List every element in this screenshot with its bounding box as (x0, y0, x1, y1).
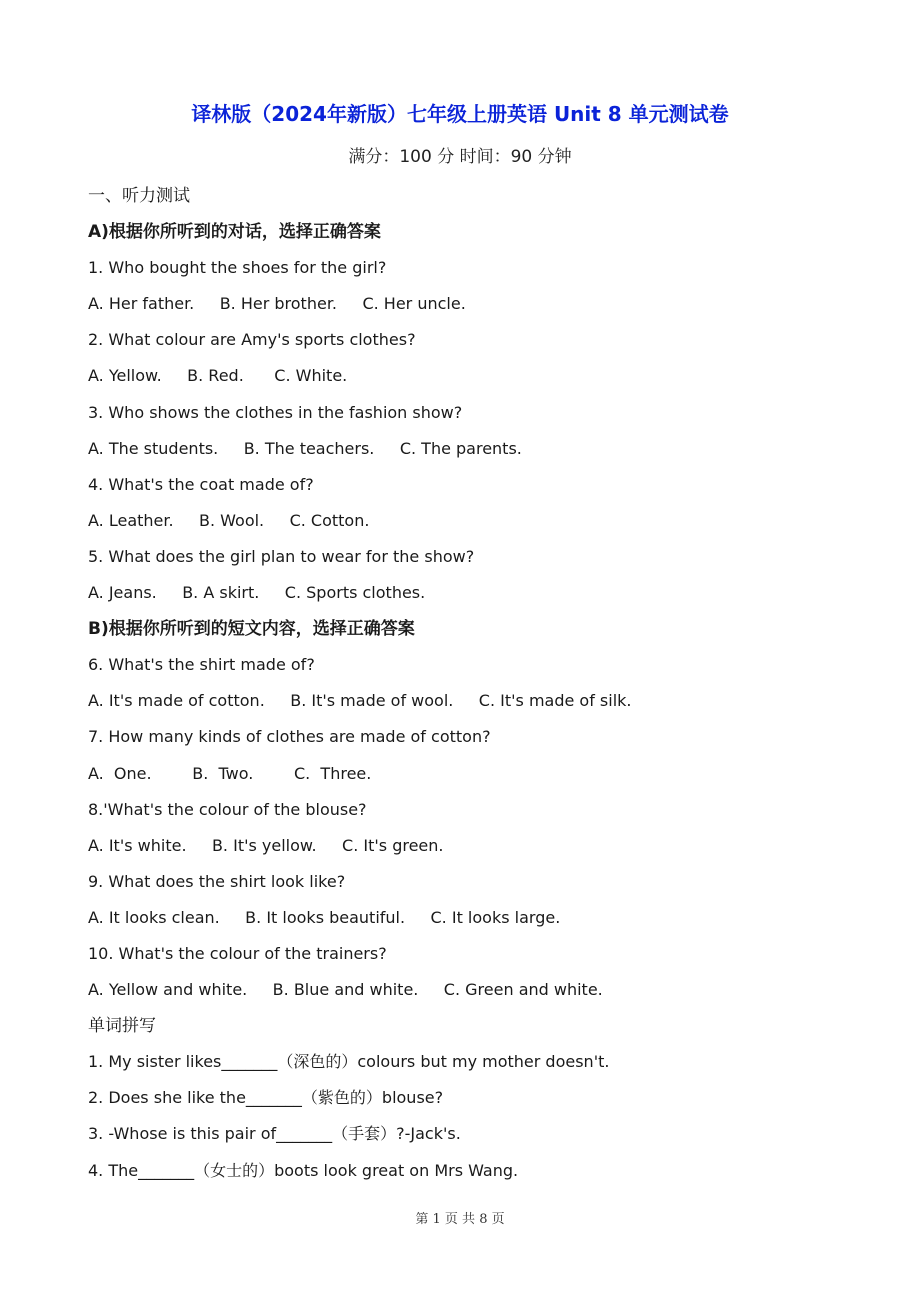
options-1: A. Her father. B. Her brother. C. Her uncle. (88, 294, 466, 314)
question-3: 3. Who shows the clothes in the fashion show? (88, 402, 463, 422)
options-4: A. Leather. B. Wool. C. Cotton. (88, 510, 370, 530)
question-5: 5. What does the girl plan to wear for the show? (88, 546, 475, 566)
options-6: A. It's made of cotton. B. It's made of wool. C. It's made of silk. (88, 691, 632, 711)
question-9: 9. What does the shirt look like? (88, 871, 346, 891)
page-footer: 第 1 页 共 8 页 (415, 1212, 505, 1227)
document-body (88, 178, 888, 1189)
options-7: A. One. B. Two. C. Three. (88, 763, 372, 783)
part-b-instruction: B)根据你所听到的短文内容，选择正确答案 (88, 619, 415, 640)
document-title: 译林版（2024年新版）七年级上册英语 Unit 8 单元测试卷 (191, 102, 729, 126)
question-7: 7. How many kinds of clothes are made of cotton? (88, 727, 491, 747)
options-3: A. The students. B. The teachers. C. The parents. (88, 438, 522, 458)
options-5: A. Jeans. B. A skirt. C. Sports clothes. (88, 583, 426, 603)
question-6: 6. What's the shirt made of? (88, 655, 315, 675)
question-4: 4. What's the coat made of? (88, 474, 314, 494)
part-a-instruction: A)根据你所听到的对话，选择正确答案 (88, 222, 381, 243)
question-8: 8.'What's the colour of the blouse? (88, 799, 367, 819)
options-2: A. Yellow. B. Red. C. White. (88, 366, 348, 386)
question-2: 2. What colour are Amy's sports clothes? (88, 330, 416, 350)
spelling-item-4: 4. The_______（女士的）boots look great on Mrs Wang. (88, 1160, 519, 1180)
options-9: A. It looks clean. B. It looks beautiful. C. It looks large. (88, 907, 561, 927)
section-heading-spelling: 单词拼写 (88, 1016, 156, 1037)
question-1: 1. Who bought the shoes for the girl? (88, 258, 387, 278)
section-heading-listening: 一、听力测试 (88, 186, 190, 206)
options-8: A. It's white. B. It's yellow. C. It's green. (88, 835, 444, 855)
options-10: A. Yellow and white. B. Blue and white. C. Green and white. (88, 980, 603, 1000)
spelling-item-1: 1. My sister likes_______（深色的）colours but my mother doesn't. (88, 1052, 610, 1072)
question-10: 10. What's the colour of the trainers? (88, 943, 387, 963)
score-time-info: 满分：100 分 时间：90 分钟 (348, 147, 572, 167)
spelling-item-3: 3. -Whose is this pair of_______（手套）?-Jack's. (88, 1124, 461, 1144)
spelling-item-2: 2. Does she like the_______（紫色的）blouse? (88, 1088, 444, 1108)
